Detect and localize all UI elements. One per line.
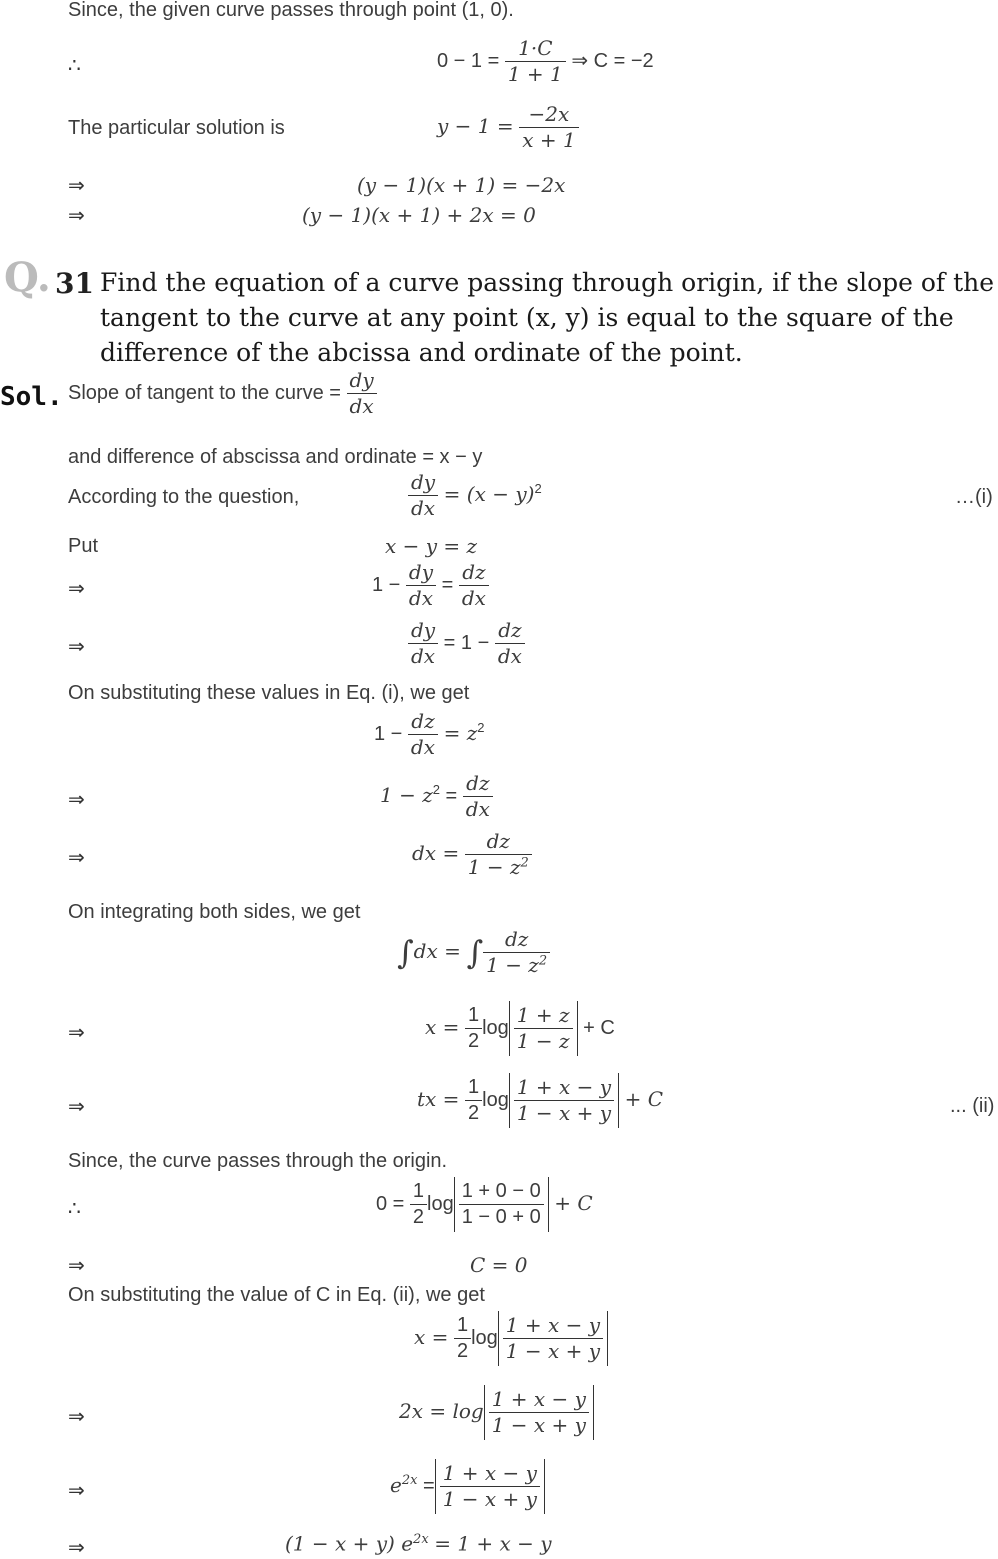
difference-line: and difference of abscissa and ordinate = x − y xyxy=(68,446,483,468)
put-equation: x − y = z xyxy=(385,534,478,558)
eq-integral: ∫dx = ∫ $\frac{dz}{1 - z^2}$ xyxy=(397,927,550,978)
implies-symbol: ⇒ xyxy=(68,203,85,227)
integral-sign: ∫ xyxy=(466,933,484,972)
eq-i: $\frac{dy}{dx}$ = $(x - y)^2$ xyxy=(408,470,542,521)
implies-symbol: ⇒ xyxy=(68,1404,85,1428)
eq-log-z: x = $\frac{1}{2}$ log $\frac{1 + z}{1 - z}$ + C xyxy=(425,1001,615,1056)
substituting-c-line: On substituting the value of C in Eq. (ii), we get xyxy=(68,1284,485,1306)
solution-label: Sol. xyxy=(0,382,63,412)
question-line-1: Find the equation of a curve passing through origin, if the slope of the xyxy=(100,268,995,297)
implies-symbol: ⇒ xyxy=(68,1478,85,1502)
eq-product: (y − 1)(x + 1) = −2x xyxy=(357,173,566,197)
origin-line: Since, the curve passes through the origin. xyxy=(68,1150,448,1172)
integrating-line: On integrating both sides, we get xyxy=(68,901,361,923)
eq-derivative-relation: 1 − $\frac{dy}{dx}$ = $\frac{dz}{dx}$ xyxy=(372,560,489,611)
question-mark-label: Q. xyxy=(4,254,51,301)
eq-exponential: $e^{2x}$ = $\frac{1 + x - y}{1 - x + y}$ xyxy=(390,1459,545,1514)
according-label: According to the question, xyxy=(68,486,300,508)
question-line-2: tangent to the curve at any point (x, y) is equal to the square of the xyxy=(100,303,954,332)
particular-label: The particular solution is xyxy=(68,117,285,139)
eq-c-zero: C = 0 xyxy=(470,1253,528,1277)
eq-2x-log: 2x = log $\frac{1 + x - y}{1 - x + y}$ xyxy=(399,1385,594,1440)
eq-final: (1 − x + y) $e^{2x} = 1 + x - y$ xyxy=(285,1531,552,1556)
implies-symbol: ⇒ xyxy=(68,173,85,197)
implies-symbol: ⇒ xyxy=(68,1253,85,1277)
eq-one-minus-z2: $1 - z^2$ = $\frac{dz}{dx}$ xyxy=(380,771,493,822)
implies-symbol: ⇒ xyxy=(68,845,85,869)
therefore-symbol: ∴ xyxy=(68,53,81,77)
since-line: Since, the given curve passes through point (1, 0). xyxy=(68,0,514,21)
eq1-rhs: ⇒ C = −2 xyxy=(571,49,654,72)
question-number: 31 xyxy=(55,267,94,300)
eq-particular: y − 1 = $\frac{-2x}{x + 1}$ xyxy=(437,102,579,153)
implies-symbol: ⇒ xyxy=(68,1020,85,1044)
eq-z-squared: 1 − $\frac{dz}{dx}$ = $z^2$ xyxy=(374,709,485,759)
implies-symbol: ⇒ xyxy=(68,1535,85,1559)
implies-symbol: ⇒ xyxy=(68,1094,85,1118)
implies-symbol: ⇒ xyxy=(68,576,85,600)
eq1-fraction: $\frac{1\cdot C}{1 + 1}$ xyxy=(505,36,566,87)
eq-dy-dx: $\frac{dy}{dx}$ = 1 − $\frac{dz}{dx}$ xyxy=(408,618,525,669)
integral-sign: ∫ xyxy=(397,933,414,972)
implies-symbol: ⇒ xyxy=(68,787,85,811)
slope-line: Slope of tangent to the curve = $\frac{dy}{dx}$ xyxy=(68,368,377,419)
eq-product-zero: (y − 1)(x + 1) + 2x = 0 xyxy=(302,203,536,227)
equation-ref-i: …(i) xyxy=(955,486,993,508)
question-line-3: difference of the abcissa and ordinate of the point. xyxy=(100,338,743,367)
eq-x-log: x = $\frac{1}{2}$ log $\frac{1 + x - y}{1 - x + y}$ xyxy=(414,1311,608,1366)
implies-symbol: ⇒ xyxy=(68,634,85,658)
equation-ref-ii: ... (ii) xyxy=(950,1095,995,1117)
eq-log-xy: tx = $\frac{1}{2}$ log $\frac{1 + x - y}{1 - x + y}$ + C xyxy=(417,1073,663,1128)
put-label: Put xyxy=(68,535,99,557)
substituting-line: On substituting these values in Eq. (i), we get xyxy=(68,682,470,704)
eq-c-value xyxy=(437,36,654,87)
eq-separated: dx = $\frac{dz}{1 - z^2}$ xyxy=(412,829,532,880)
eq1-lhs: 0 − 1 = xyxy=(437,49,500,72)
therefore-symbol: ∴ xyxy=(68,1196,81,1220)
eq-origin: 0 = $\frac{1}{2}$ log $\frac{1 + 0 - 0}{1 - 0 + 0}$ + C xyxy=(376,1177,593,1232)
